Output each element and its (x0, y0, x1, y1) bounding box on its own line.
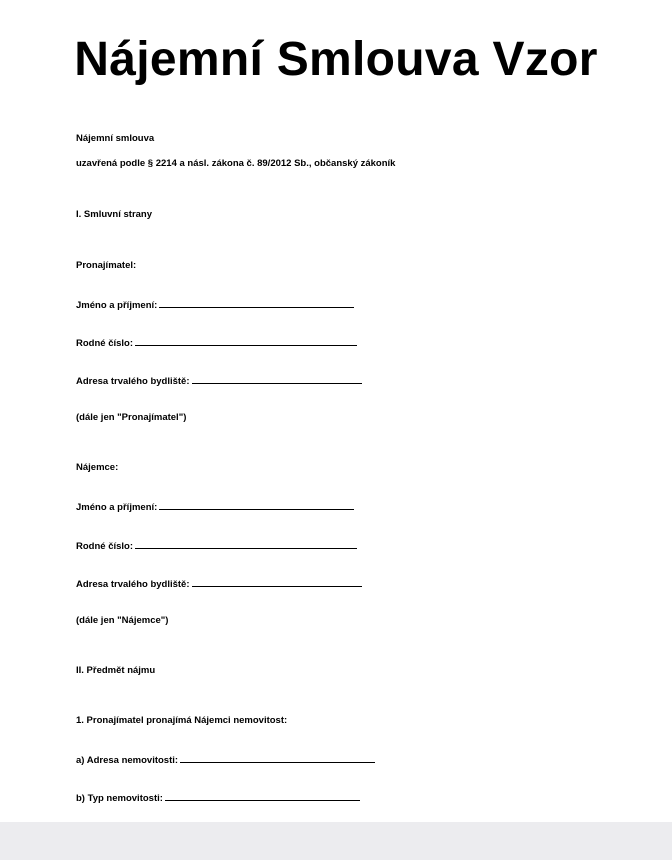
tenant-address-field[interactable] (192, 577, 362, 587)
landlord-alias: (dále jen "Pronajímatel") (76, 412, 187, 423)
tenant-birth-number-label: Rodné číslo: (76, 541, 134, 552)
property-type-row (76, 791, 360, 805)
tenant-address-row (76, 577, 362, 591)
contract-subheading: uzavřená podle § 2214 a násl. zákona č. 89/2012 Sb., občanský zákoník (76, 158, 396, 169)
tenant-name-row (76, 500, 354, 514)
landlord-birth-number-field[interactable] (135, 336, 357, 346)
section-1-title: I. Smluvní strany (76, 209, 153, 220)
document-title: Nájemní Smlouva Vzor (74, 33, 598, 86)
property-address-label: a) Adresa nemovitosti: (76, 755, 179, 766)
landlord-name-label: Jméno a příjmení: (76, 300, 158, 311)
tenant-birth-number-field[interactable] (135, 539, 357, 549)
clause-1: 1. Pronajímatel pronajímá Nájemci nemovitost: (76, 715, 288, 726)
tenant-label: Nájemce: (76, 462, 119, 473)
tenant-name-label: Jméno a příjmení: (76, 502, 158, 513)
property-address-row (76, 753, 375, 767)
landlord-address-field[interactable] (192, 374, 362, 384)
property-type-label: b) Typ nemovitosti: (76, 793, 163, 804)
landlord-label: Pronajímatel: (76, 260, 137, 271)
landlord-name-field[interactable] (159, 298, 354, 308)
landlord-name-row (76, 298, 354, 312)
landlord-address-label: Adresa trvalého bydliště: (76, 376, 190, 387)
page-bottom-background (0, 822, 672, 860)
section-2-title: II. Předmět nájmu (76, 665, 156, 676)
tenant-birth-number-row (76, 539, 357, 553)
tenant-address-label: Adresa trvalého bydliště: (76, 579, 190, 590)
landlord-birth-number-label: Rodné číslo: (76, 338, 134, 349)
landlord-birth-number-row (76, 336, 357, 350)
contract-heading: Nájemní smlouva (76, 133, 155, 144)
tenant-name-field[interactable] (159, 500, 354, 510)
tenant-alias: (dále jen "Nájemce") (76, 615, 169, 626)
property-address-field[interactable] (180, 753, 375, 763)
property-type-field[interactable] (165, 791, 360, 801)
landlord-address-row (76, 374, 362, 388)
